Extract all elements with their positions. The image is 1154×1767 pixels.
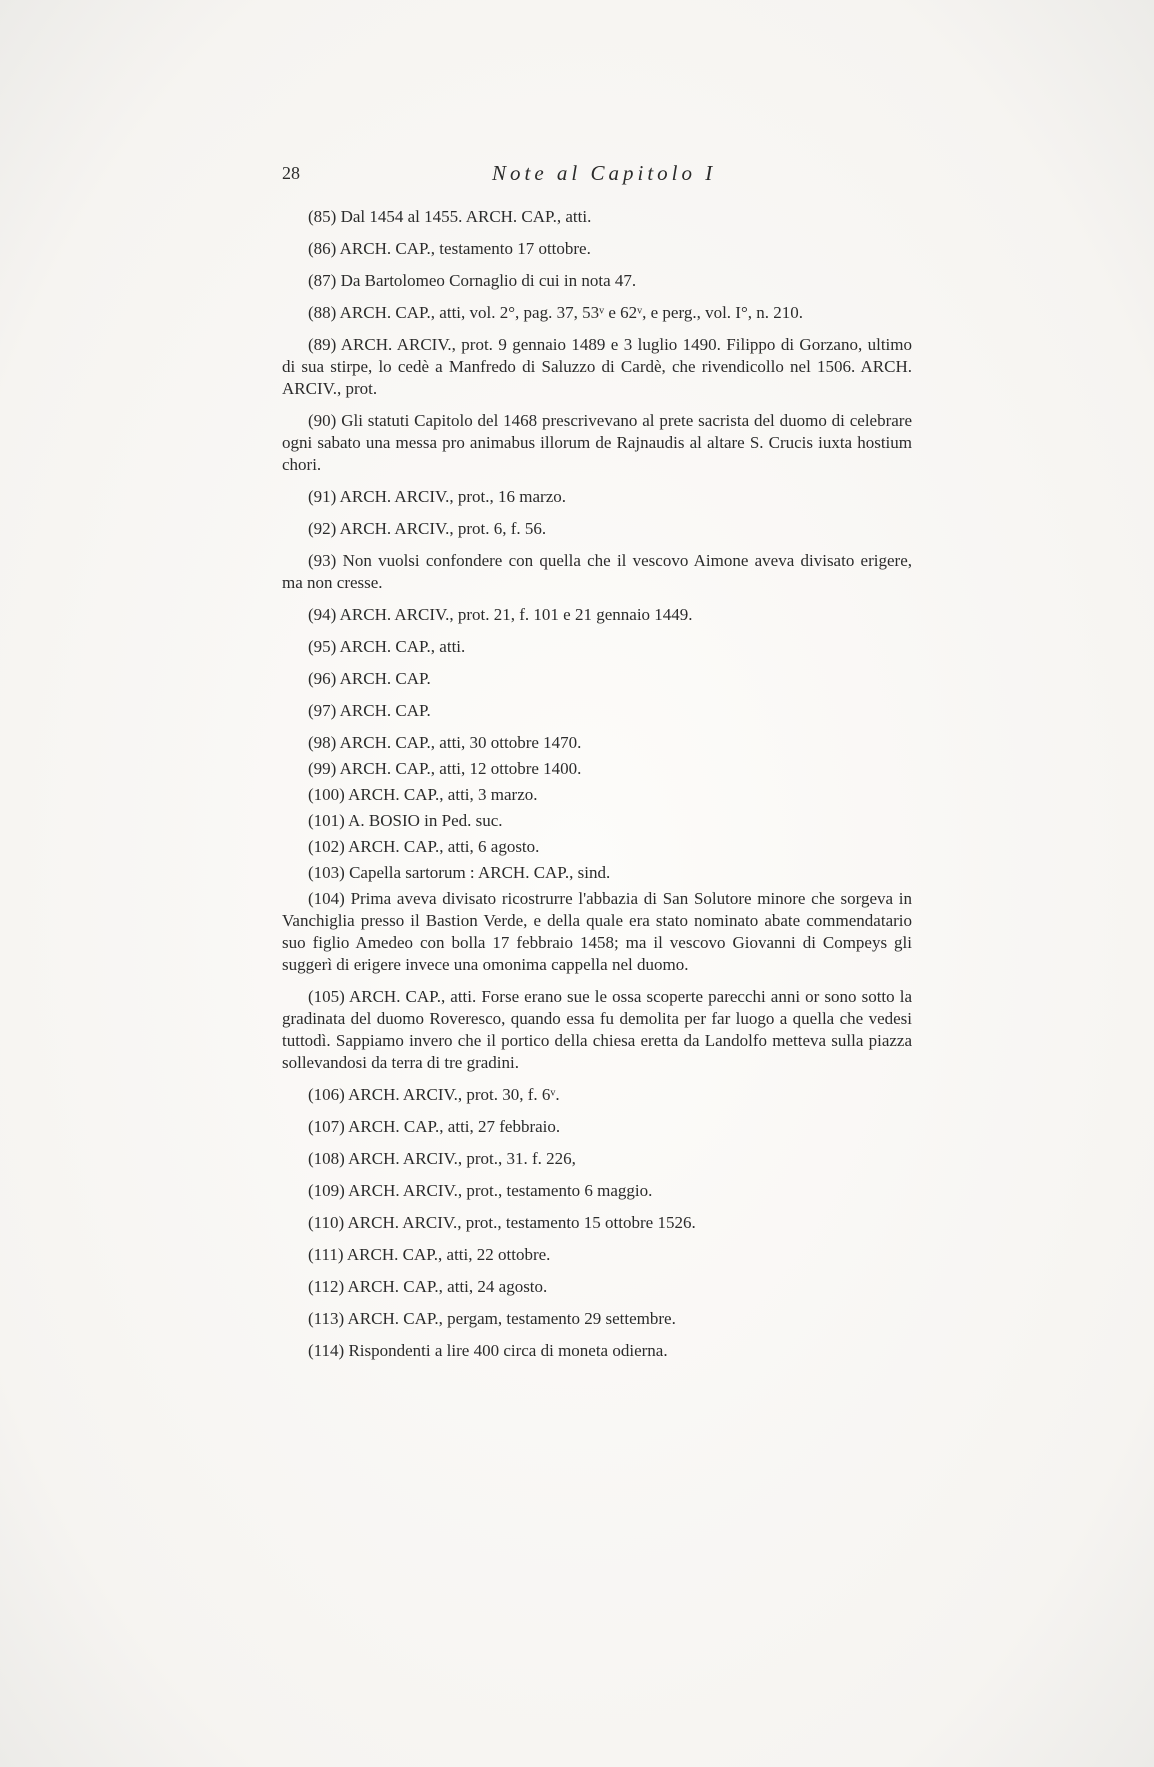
note-103: (103) Capella sartorum : ARCH. CAP., sind. [308, 863, 611, 882]
note-101: (101) A. BOSIO in Ped. suc. [308, 811, 503, 830]
note-100: (100) ARCH. CAP., atti, 3 marzo. [308, 785, 538, 804]
note-95: (95) ARCH. CAP., atti. [308, 637, 466, 656]
note-96: (96) ARCH. CAP. [308, 669, 431, 688]
note-106: (106) ARCH. ARCIV., prot. 30, f. 6ᵛ. [308, 1085, 560, 1104]
note-89: (89) ARCH. ARCIV., prot. 9 gennaio 1489 e 3 luglio 1490. Filippo di Gorzano, ultimo di sua stirpe, lo cedè a Manfredo di Saluzzo di Cardè, che rivendicollo nel 1506. ARCH. ARCIV., prot. [282, 335, 912, 398]
note-102: (102) ARCH. CAP., atti, 6 agosto. [308, 837, 540, 856]
note-104: (104) Prima aveva divisato ricostrurre l'abbazia di San Solutore minore che sorgeva in Vanchiglia presso il Bastion Verde, e della quale era stato nominato abate commendatario suo figlio Amedeo con bolla 17 febbraio 1458; ma il vescovo Giovanni di Compeys gli suggerì di erigere invece una omonima cappella nel duomo. [282, 889, 913, 974]
note-97: (97) ARCH. CAP. [308, 701, 431, 720]
note-90: (90) Gli statuti Capitolo del 1468 prescrivevano al prete sacrista del duomo di celebrare ogni sabato una messa pro animabus illorum de Rajnaudis al altare S. Crucis iuxta hostium chori. [282, 411, 913, 474]
note-111: (111) ARCH. CAP., atti, 22 ottobre. [308, 1245, 551, 1264]
page-header [282, 163, 912, 187]
running-title: Note al Capitolo I [492, 161, 717, 185]
page-number: 28 [282, 163, 300, 183]
note-85: (85) Dal 1454 al 1455. ARCH. CAP., atti. [308, 207, 592, 226]
note-114: (114) Rispondenti a lire 400 circa di moneta odierna. [308, 1341, 668, 1360]
note-110: (110) ARCH. ARCIV., prot., testamento 15 ottobre 1526. [308, 1213, 696, 1232]
note-105: (105) ARCH. CAP., atti. Forse erano sue le ossa scoperte parecchi anni or sono sotto la gradinata del duomo Roveresco, quando essa fu demolita per far luogo a quella che vedesi tuttodì. Sappiamo invero che il portico della chiesa eretta da Landolfo metteva sulla piazza sollevandosi da terra di tre gradini. [282, 987, 912, 1072]
note-93: (93) Non vuolsi confondere con quella che il vescovo Aimone aveva divisato erigere, ma non cresse. [282, 551, 912, 592]
note-108: (108) ARCH. ARCIV., prot., 31. f. 226, [308, 1149, 576, 1168]
note-113: (113) ARCH. CAP., pergam, testamento 29 settembre. [308, 1309, 676, 1328]
note-91: (91) ARCH. ARCIV., prot., 16 marzo. [308, 487, 566, 506]
note-98: (98) ARCH. CAP., atti, 30 ottobre 1470. [308, 733, 582, 752]
note-109: (109) ARCH. ARCIV., prot., testamento 6 maggio. [308, 1181, 653, 1200]
notes-list [282, 206, 912, 1372]
note-112: (112) ARCH. CAP., atti, 24 agosto. [308, 1277, 548, 1296]
note-87: (87) Da Bartolomeo Cornaglio di cui in nota 47. [308, 271, 637, 290]
note-92: (92) ARCH. ARCIV., prot. 6, f. 56. [308, 519, 547, 538]
note-88: (88) ARCH. CAP., atti, vol. 2°, pag. 37, 53ᵛ e 62ᵛ, e perg., vol. I°, n. 210. [308, 303, 804, 322]
note-107: (107) ARCH. CAP., atti, 27 febbraio. [308, 1117, 561, 1136]
note-86: (86) ARCH. CAP., testamento 17 ottobre. [308, 239, 591, 258]
note-94: (94) ARCH. ARCIV., prot. 21, f. 101 e 21 gennaio 1449. [308, 605, 693, 624]
note-99: (99) ARCH. CAP., atti, 12 ottobre 1400. [308, 759, 582, 778]
